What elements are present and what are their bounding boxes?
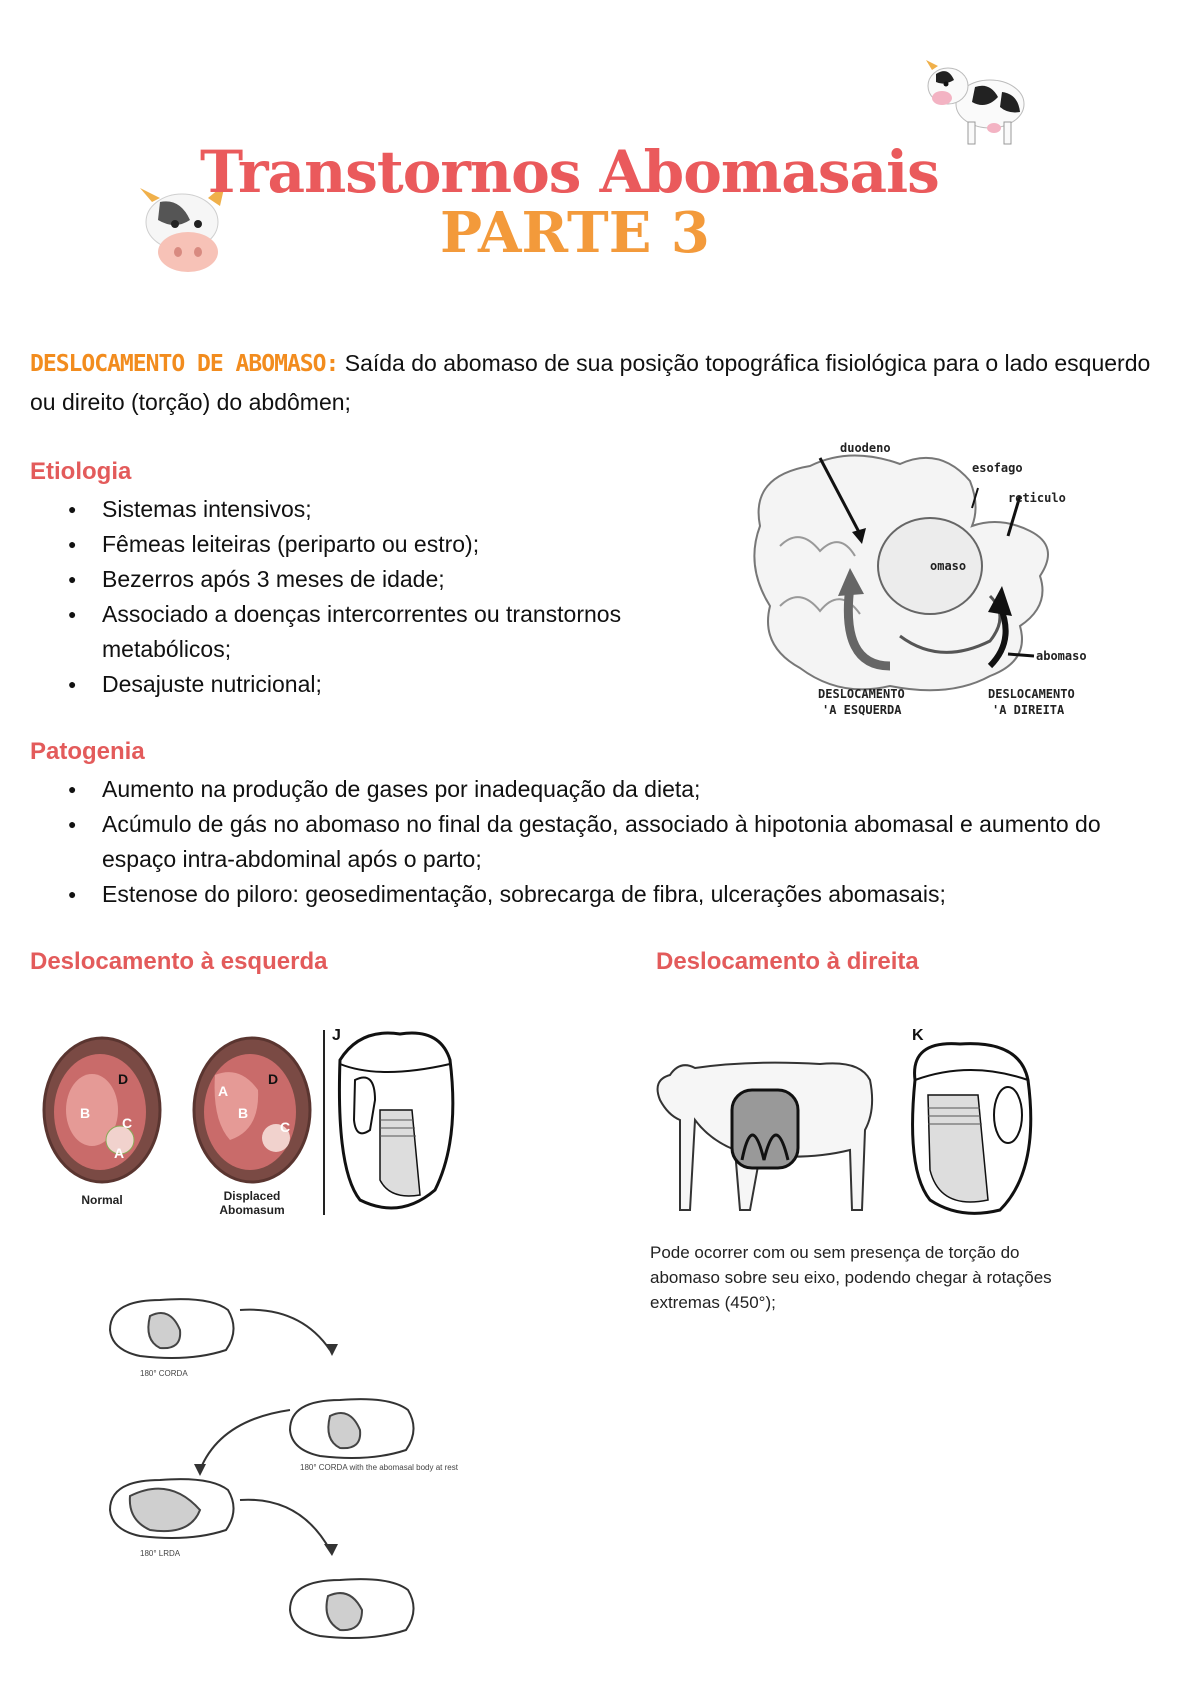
patogenia-heading: Patogenia: [30, 738, 145, 765]
label-d-displaced: D: [268, 1071, 279, 1087]
left-displacement-heading: Deslocamento à esquerda: [30, 948, 328, 975]
list-item: ● Associado a doenças intercorrentes ou transtornos metabólicos;: [30, 597, 720, 667]
list-item: ● Bezerros após 3 meses de idade;: [30, 562, 720, 597]
etiologia-heading: Etiologia: [30, 458, 132, 485]
panel-letter-k: K: [912, 1027, 924, 1044]
label-abomaso: abomaso: [1036, 649, 1087, 663]
label-b-displaced: B: [238, 1105, 249, 1121]
definition-paragraph: [30, 344, 1180, 421]
page-subtitle: PARTE 3: [440, 200, 710, 266]
label-duodeno: duodeno: [840, 441, 891, 455]
label-displaced: Displaced: [223, 1189, 281, 1203]
right-displacement-caption: Pode ocorrer com ou sem presença de torção do abomaso sobre seu eixo, podendo chegar à rotações extremas (450°);: [650, 1243, 1052, 1312]
label-left-2: 'A ESQUERDA: [822, 703, 902, 717]
definition-text: Saída do abomaso de sua posição topográfica fisiológica para o lado esquerdo ou direito (torção) do abdômen;: [30, 350, 1151, 415]
list-item: ● Aumento na produção de gases por inadequação da dieta;: [30, 772, 1160, 807]
label-normal: Normal: [81, 1193, 123, 1207]
label-right-1: DESLOCAMENTO: [988, 687, 1075, 701]
left-displacement-figure: [40, 1020, 460, 1230]
list-item: ● Estenose do piloro: geosedimentação, sobrecarga de fibra, ulcerações abomasais;: [30, 877, 1160, 912]
right-displacement-heading: Deslocamento à direita: [656, 948, 919, 975]
label-reticulo: reticulo: [1008, 491, 1066, 505]
rotation-label-1: 180° CORDA: [140, 1369, 188, 1378]
label-c-displaced: C: [280, 1119, 291, 1135]
label-esofago: esofago: [972, 461, 1023, 475]
label-left-1: DESLOCAMENTO: [818, 687, 905, 701]
label-c: C: [122, 1115, 133, 1131]
list-item: ● Fêmeas leiteiras (periparto ou estro);: [30, 527, 720, 562]
label-omaso: omaso: [930, 559, 967, 573]
patogenia-list: [30, 772, 1160, 912]
right-displacement-figure: [640, 1020, 1070, 1230]
list-item: ● Desajuste nutricional;: [30, 667, 720, 702]
label-d: D: [118, 1071, 129, 1087]
label-right-2: 'A DIREITA: [992, 703, 1065, 717]
label-abomasum: Abomasum: [219, 1203, 285, 1217]
label-b: B: [80, 1105, 91, 1121]
rotation-label-2: 180° CORDA with the abomasal body at rest: [300, 1463, 458, 1472]
list-item: ● Acúmulo de gás no abomaso no final da gestação, associado à hipotonia abomasal e aumento do espaço intra-abdominal após o parto;: [30, 807, 1160, 877]
definition-term: DESLOCAMENTO DE ABOMASO:: [30, 351, 339, 377]
etiologia-list: [30, 492, 720, 702]
list-item: ● Sistemas intensivos;: [30, 492, 720, 527]
panel-letter-j: J: [332, 1027, 341, 1044]
page-title: Transtornos Abomasais: [200, 138, 939, 206]
rotation-label-3: 180° LRDA: [140, 1549, 181, 1558]
rotation-sequence-diagram: [100, 1290, 458, 1660]
label-a: A: [114, 1145, 125, 1161]
cow-icon: [920, 52, 1030, 152]
stomach-displacement-diagram: [740, 436, 1110, 726]
label-a-displaced: A: [218, 1083, 229, 1099]
